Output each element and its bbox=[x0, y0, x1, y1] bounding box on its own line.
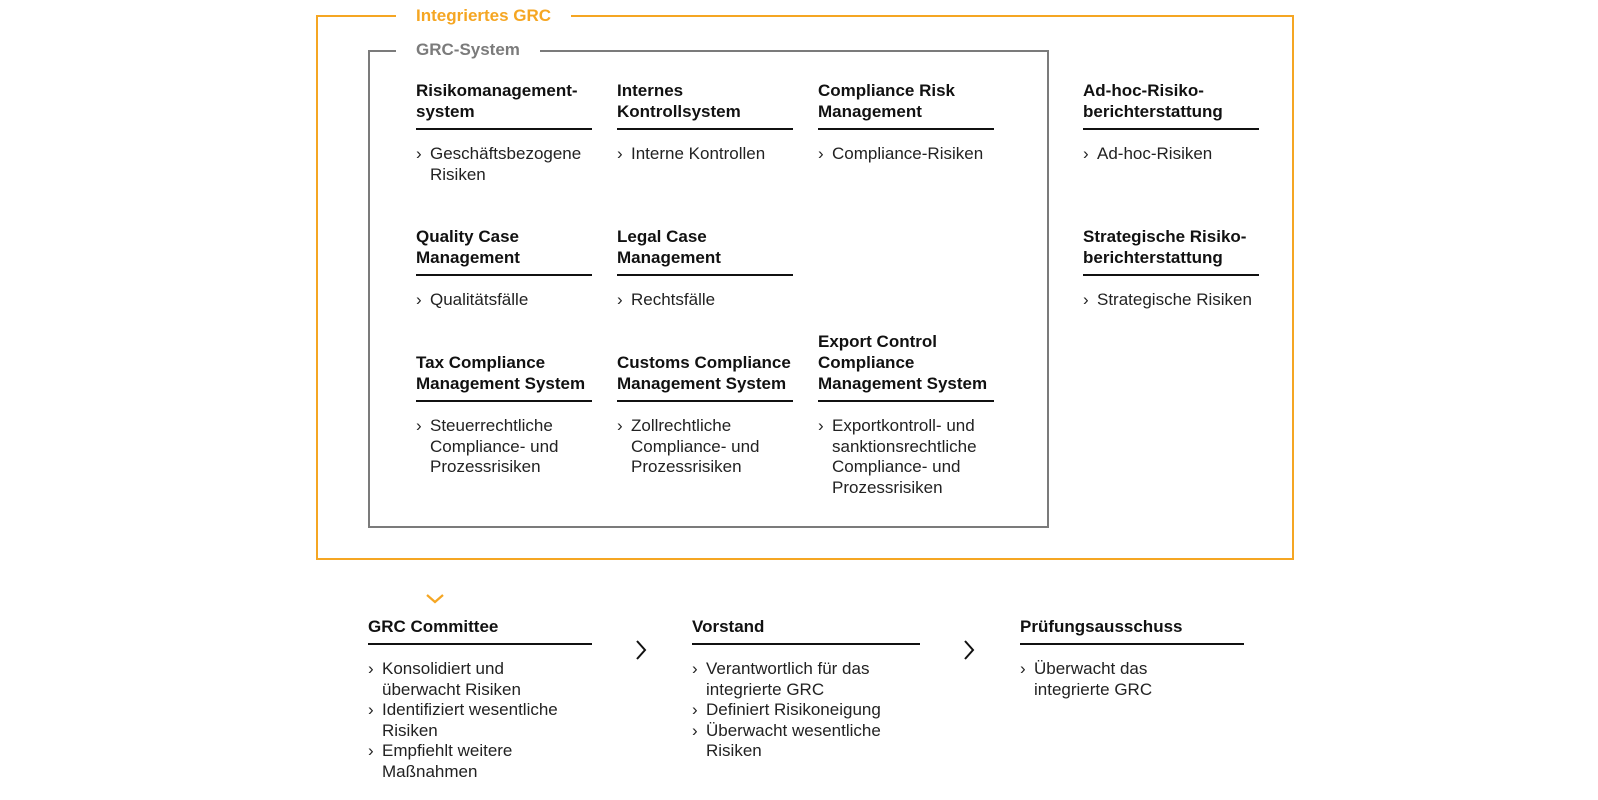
grc-committee bbox=[368, 616, 592, 782]
bullet-chevron-icon: › bbox=[818, 144, 824, 163]
module-items bbox=[617, 144, 793, 165]
list-item-text: Überwacht wesentliche Risiken bbox=[706, 720, 881, 760]
module-items bbox=[416, 290, 592, 311]
reporting-items bbox=[1083, 290, 1259, 311]
list-item bbox=[368, 659, 592, 700]
list-item-text: Konsolidiert und überwacht Risiken bbox=[382, 659, 521, 699]
list-item bbox=[617, 290, 793, 311]
list-item bbox=[416, 416, 592, 478]
list-item-text: Interne Kontrollen bbox=[631, 144, 766, 163]
bullet-chevron-icon: › bbox=[1083, 144, 1089, 163]
module-compliance-risk bbox=[818, 80, 994, 165]
list-item-text: Überwacht das integrierte GRC bbox=[1034, 659, 1153, 699]
list-item-text: Zollrechtliche Compliance- und Prozessrisiken bbox=[631, 416, 760, 476]
bullet-chevron-icon: › bbox=[617, 290, 623, 309]
list-item bbox=[692, 721, 920, 762]
list-item bbox=[818, 144, 994, 165]
flow-items bbox=[368, 659, 592, 782]
reporting-title: Ad-hoc-Risiko- berichterstattung bbox=[1083, 80, 1259, 130]
list-item-text: Strategische Risiken bbox=[1097, 290, 1252, 309]
list-item-text: Ad-hoc-Risiken bbox=[1097, 144, 1213, 163]
module-title: Risikomanagement- system bbox=[416, 80, 592, 130]
module-items bbox=[617, 290, 793, 311]
list-item bbox=[1083, 144, 1259, 165]
module-items bbox=[416, 416, 592, 478]
flow-title: GRC Committee bbox=[368, 616, 592, 645]
bullet-chevron-icon: › bbox=[1020, 659, 1026, 678]
list-item-text: Geschäftsbezogene Risiken bbox=[430, 144, 582, 184]
bullet-chevron-icon: › bbox=[1083, 290, 1089, 309]
list-item bbox=[416, 144, 592, 185]
bullet-chevron-icon: › bbox=[692, 720, 698, 740]
list-item bbox=[368, 700, 592, 741]
pruefungsausschuss bbox=[1020, 616, 1244, 700]
list-item bbox=[692, 700, 920, 721]
flow-items bbox=[692, 659, 920, 762]
module-title: Compliance Risk Management bbox=[818, 80, 994, 130]
list-item-text: Steuerrechtliche Compliance- und Prozessrisiken bbox=[430, 416, 559, 476]
list-item-text: Rechtsfälle bbox=[631, 290, 716, 309]
bullet-chevron-icon: › bbox=[692, 700, 698, 719]
list-item bbox=[818, 416, 994, 498]
list-item-text: Identifiziert wesentliche Risiken bbox=[382, 700, 558, 740]
list-item-text: Empfiehlt weitere Maßnahmen bbox=[382, 741, 513, 781]
list-item bbox=[1083, 290, 1259, 311]
bullet-chevron-icon: › bbox=[416, 290, 422, 309]
bullet-chevron-icon: › bbox=[617, 416, 623, 435]
list-item-text: Compliance-Risiken bbox=[832, 144, 984, 163]
module-items bbox=[818, 416, 994, 498]
flow-title: Prüfungsausschuss bbox=[1020, 616, 1244, 645]
flow-title: Vorstand bbox=[692, 616, 920, 645]
list-item bbox=[416, 290, 592, 311]
module-title: Legal Case Management bbox=[617, 226, 793, 276]
reporting-items bbox=[1083, 144, 1259, 165]
list-item bbox=[617, 416, 793, 478]
bullet-chevron-icon: › bbox=[368, 741, 374, 760]
integrated-grc-title: Integriertes GRC bbox=[396, 4, 571, 28]
list-item bbox=[617, 144, 793, 165]
module-quality-case bbox=[416, 226, 592, 311]
chevron-down-icon bbox=[424, 592, 446, 606]
module-title: Quality Case Management bbox=[416, 226, 592, 276]
module-items bbox=[416, 144, 592, 185]
list-item bbox=[1020, 659, 1244, 700]
list-item-text: Definiert Risikoneigung bbox=[706, 700, 881, 719]
list-item bbox=[368, 741, 592, 782]
module-internal-control bbox=[617, 80, 793, 165]
bullet-chevron-icon: › bbox=[617, 144, 623, 163]
grc-system-title: GRC-System bbox=[396, 38, 540, 62]
module-items bbox=[617, 416, 793, 478]
reporting-title: Strategische Risiko- berichterstattung bbox=[1083, 226, 1259, 276]
list-item-text: Qualitätsfälle bbox=[430, 290, 529, 309]
flow-items bbox=[1020, 659, 1244, 700]
chevron-right-icon bbox=[634, 638, 648, 662]
bullet-chevron-icon: › bbox=[692, 659, 698, 678]
list-item bbox=[692, 659, 920, 700]
adhoc-reporting bbox=[1083, 80, 1259, 165]
module-title: Internes Kontrollsystem bbox=[617, 80, 793, 130]
list-item-text: Exportkontroll- und sanktionsrechtliche Compliance- und Prozessrisiken bbox=[832, 416, 977, 497]
module-items bbox=[818, 144, 994, 165]
bullet-chevron-icon: › bbox=[416, 416, 422, 435]
list-item-text: Verantwortlich für das integrierte GRC bbox=[706, 659, 870, 699]
module-export-control bbox=[818, 331, 994, 498]
module-legal-case bbox=[617, 226, 793, 311]
module-title: Export Control Compliance Management System bbox=[818, 331, 994, 402]
module-tax-compliance bbox=[416, 331, 592, 478]
bullet-chevron-icon: › bbox=[818, 416, 824, 435]
strategic-reporting bbox=[1083, 226, 1259, 311]
bullet-chevron-icon: › bbox=[368, 700, 374, 719]
module-title: Customs Compliance Management System bbox=[617, 331, 793, 402]
bullet-chevron-icon: › bbox=[416, 144, 422, 163]
chevron-right-icon bbox=[962, 638, 976, 662]
module-risk-management bbox=[416, 80, 592, 185]
module-customs-compliance bbox=[617, 331, 793, 478]
module-title: Tax Compliance Management System bbox=[416, 331, 592, 402]
vorstand bbox=[692, 616, 920, 762]
bullet-chevron-icon: › bbox=[368, 659, 374, 678]
